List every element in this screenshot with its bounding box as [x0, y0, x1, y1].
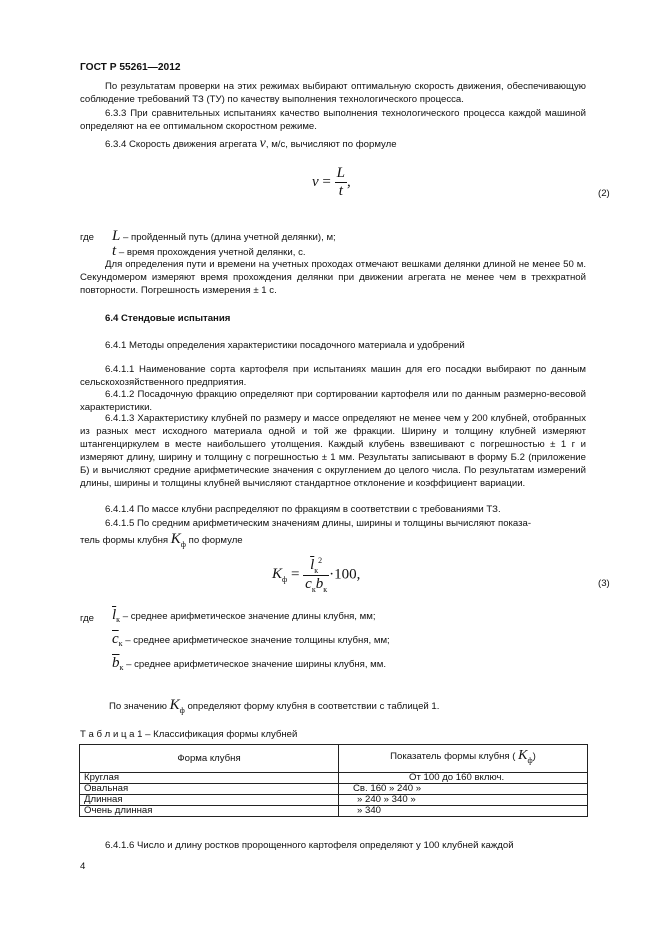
- where-label-2: где: [80, 613, 95, 624]
- formula-2-numerator: L: [336, 165, 345, 181]
- paragraph-6-3-4: [105, 136, 397, 152]
- legend-3-text-c: – среднее арифметическое значение толщины клубня, мм;: [125, 635, 390, 646]
- table-1-col-index: [339, 745, 588, 773]
- document-header: ГОСТ Р 55261—2012: [80, 62, 181, 73]
- kf-symbol: [171, 531, 186, 547]
- kf-sub-2: ф: [179, 706, 185, 715]
- paragraph-6-4-1-5-cont: [80, 531, 243, 549]
- formula-3-num-sub: к: [314, 566, 319, 575]
- legend-3-item-c: [112, 631, 390, 648]
- table-cell-value: Св. 160 » 240 »: [339, 784, 588, 795]
- paragraph-6-4-1-2: 6.4.1.2 Посадочную фракцию определяют при сортировании картофеля или по данным размерно-весовой характеристики.: [80, 389, 586, 413]
- formula-2-tail: ,: [346, 173, 351, 190]
- formula-2-denominator: t: [338, 183, 343, 199]
- table-row: [80, 806, 588, 817]
- formula-2: [312, 165, 351, 200]
- legend-2-text-t: – время прохождения учетной делянки, с.: [118, 247, 306, 258]
- table-cell-value: » 340: [339, 806, 588, 817]
- legend-3-sub-l: к: [116, 614, 121, 624]
- formula-3-den2-sub: к: [323, 585, 328, 594]
- formula-3-num-sup: 2: [318, 556, 323, 565]
- formula-3-eq: =: [290, 566, 300, 583]
- section-6-4-title: 6.4 Стендовые испытания: [105, 313, 231, 324]
- formula-3-den1-sub: к: [311, 585, 316, 594]
- legend-3-sym-b: $\overline{b}$: [112, 655, 120, 671]
- table-cell-shape: Очень длинная: [80, 806, 339, 817]
- paragraph-6-4-1: 6.4.1 Методы определения характеристики посадочного материала и удобрений: [105, 340, 465, 351]
- where-label-1: где: [80, 232, 95, 243]
- table-1-col-index-text-b: ): [532, 751, 536, 763]
- legend-3-sym-c: $\overline{c}$: [112, 631, 119, 647]
- formula-3-tail: ·100,: [329, 566, 361, 583]
- table-1-col-index-text-a: Показатель формы клубня (: [390, 751, 516, 763]
- legend-3-item-l: [112, 607, 376, 624]
- paragraph-by-value: [109, 697, 439, 715]
- paragraph-6-4-1-5-text-b: по формуле: [188, 535, 243, 546]
- legend-3-item-b: [112, 655, 386, 672]
- formula-3-den2-main: $\overline{b}$: [315, 576, 324, 592]
- paragraph-results: По результатам проверки на этих режимах выбирают оптимальную скорость движения, обеспечивающую соблюдение требований ТЗ (ТУ) по качеству выполнения технологического процесса.: [80, 81, 586, 105]
- paragraph-6-4-1-6: 6.4.1.6 Число и длину ростков пророщенного картофеля определяют у 100 клубней каждой: [105, 840, 514, 851]
- legend-3-sym-l: $\overline{l}$: [112, 607, 117, 623]
- formula-3-num-main: $\overline{l}$: [310, 557, 315, 573]
- velocity-symbol: v: [259, 136, 266, 151]
- legend-2-text-l: – пройденный путь (длина учетной делянки), м;: [123, 232, 336, 243]
- legend-3-text-b: – среднее арифметическое значение ширины клубня, мм.: [126, 659, 387, 670]
- table-cell-shape: Овальная: [80, 784, 339, 795]
- table-1-header-row: [80, 745, 588, 773]
- formula-3-lhs-sub: ф: [282, 575, 288, 585]
- table-row: [80, 795, 588, 806]
- formula-3-fraction: [303, 556, 329, 594]
- kf-sub-3: ф: [527, 755, 533, 765]
- paragraph-by-value-text-a: По значению: [109, 701, 167, 712]
- formula-2-fraction: [335, 165, 347, 200]
- table-row: [80, 784, 588, 795]
- legend-2-item-t: [112, 243, 306, 260]
- paragraph-6-4-1-5: 6.4.1.5 По средним арифметическим значениям длины, ширины и толщины вычисляют показа-: [105, 518, 532, 529]
- kf-main-3: K: [518, 748, 528, 764]
- paragraph-6-3-4-text-a: 6.3.4 Скорость движения агрегата: [105, 139, 257, 150]
- paragraph-6-4-1-3: 6.4.1.3 Характеристику клубней по размеру и массе определяют не менее чем у 200 клубней, отобранных из разных мест исходного материала одной и той же фракции. Ширину и толщину клубней измеряют штангенциркулем в месте наибольшего утолщения. Каждый клубень взвешивают с погрешностью ± 1 г и измеряют длину, ширину и толщину с погрешностью ± 1 мм. Результаты записывают в форму Б.2 (приложение Б) и вычисляют средние арифметические значения с округлением до целого числа. По результатам измерений длины, ширины и толщины клубней вычисляют стандартное отклонение и коэффициент вариации.: [80, 413, 586, 489]
- table-1: [79, 744, 588, 817]
- legend-3-sub-c: к: [118, 638, 123, 648]
- paragraph-6-3-3: 6.3.3 При сравнительных испытаниях качество выполнения технологического процесса каждой машиной определяют на ее оптимальном скоростном режиме.: [80, 108, 586, 132]
- table-1-col-shape: Форма клубня: [80, 745, 339, 773]
- paragraph-path-time: Для определения пути и времени на учетных проходах отмечают вешками делянки длиной не менее 50 м. Секундомером измеряют время прохождения делянки при движении агрегата не менее чем в трехкратной повторности. Погрешность измерения ± 1 с.: [80, 259, 586, 296]
- table-cell-value: От 100 до 160 включ.: [339, 773, 588, 784]
- formula-3-den1-main: $\overline{c}$: [305, 576, 312, 592]
- formula-3-lhs: [272, 566, 288, 585]
- formula-3-denominator: [303, 576, 329, 594]
- table-cell-value: » 240 » 340 »: [339, 795, 588, 806]
- table-1-caption: Т а б л и ц а 1 – Классификация формы клубней: [80, 729, 298, 740]
- formula-3-number: (3): [598, 578, 610, 589]
- kf-main: K: [170, 531, 181, 547]
- page-number: 4: [80, 861, 86, 872]
- kf-symbol-3: [518, 748, 533, 763]
- paragraph-by-value-text-b: определяют форму клубня в соответствии с таблицей 1.: [187, 701, 440, 712]
- legend-3-text-l: – среднее арифметическое значение длины клубня, мм;: [122, 611, 376, 622]
- table-row: [80, 773, 588, 784]
- paragraph-6-3-4-text-b: , м/с, вычисляют по формуле: [265, 139, 397, 150]
- kf-sub: ф: [180, 540, 186, 549]
- kf-main-2: K: [169, 697, 180, 713]
- formula-2-number: (2): [598, 188, 610, 199]
- formula-3-lhs-main: K: [272, 566, 283, 583]
- kf-symbol-2: [170, 697, 185, 713]
- table-cell-shape: Круглая: [80, 773, 339, 784]
- legend-2-sym-l: L: [112, 228, 121, 244]
- paragraph-6-4-1-1: 6.4.1.1 Наименование сорта картофеля при испытаниях машин для его посадки выбирают по данным сельскохозяйственного предприятия.: [80, 364, 586, 388]
- paragraph-6-4-1-4: 6.4.1.4 По массе клубни распределяют по фракциям в соответствии с требованиями ТЗ.: [105, 504, 501, 515]
- legend-3-sub-b: к: [119, 662, 124, 672]
- formula-3-numerator: [303, 556, 329, 576]
- formula-3: [272, 556, 360, 594]
- legend-2-sym-t: t: [112, 243, 117, 259]
- formula-2-lhs: v: [312, 173, 319, 190]
- table-cell-shape: Длинная: [80, 795, 339, 806]
- formula-2-eq: =: [322, 173, 331, 190]
- paragraph-6-4-1-5-text-a: тель формы клубня: [80, 535, 169, 546]
